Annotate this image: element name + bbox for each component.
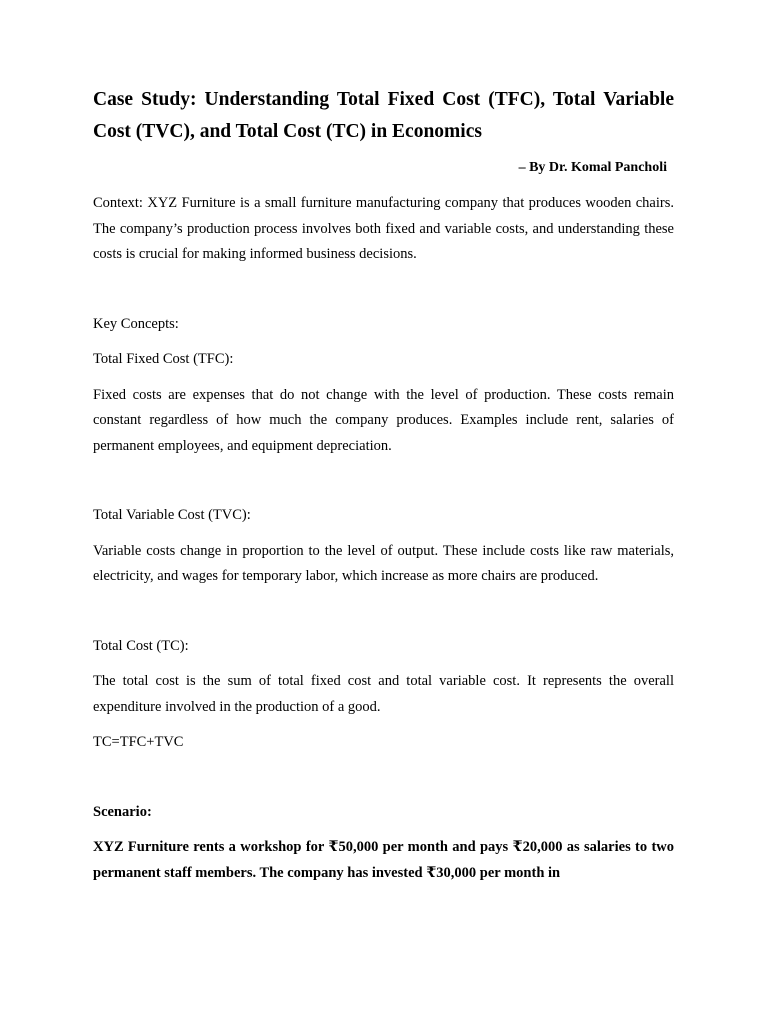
tfc-heading: Total Fixed Cost (TFC): (93, 351, 234, 367)
author-line: – By Dr. Komal Pancholi (518, 160, 667, 175)
document-title: Case Study: Understanding Total Fixed Cost (TFC), Total Variable Cost (TVC), and Total Cost (TC) in Economics (93, 89, 674, 142)
tc-heading: Total Cost (TC): (93, 637, 189, 654)
key-concepts-heading: Key Concepts: (93, 315, 179, 332)
context-paragraph: Context: XYZ Furniture is a small furniture manufacturing company that produces wooden chairs. The company’s production process involves both fixed and variable costs, and understanding these costs is crucial for making informed business decisions. (93, 195, 674, 262)
tvc-heading: Total Variable Cost (TVC): (93, 507, 251, 523)
scenario-heading: Scenario: (93, 803, 152, 820)
document-page (93, 84, 674, 886)
tfc-paragraph: Fixed costs are expenses that do not change with the level of production. These costs remain constant regardless of how much the company produces. Examples include rent, salaries of permanent employees, and equipment depreciation. (93, 386, 674, 454)
tc-paragraph: The total cost is the sum of total fixed cost and total variable cost. It represents the overall expenditure involved in the production of a good. (93, 673, 674, 715)
scenario-paragraph: XYZ Furniture rents a workshop for ₹50,000 per month and pays ₹20,000 as salaries to two permanent staff members. The company has invested ₹30,000 per month in (93, 839, 674, 881)
tc-formula: TC=TFC+TVC (93, 734, 184, 750)
tvc-paragraph: Variable costs change in proportion to the level of output. These include costs like raw materials, electricity, and wages for temporary labor, which increase as more chairs are produced. (93, 542, 674, 584)
